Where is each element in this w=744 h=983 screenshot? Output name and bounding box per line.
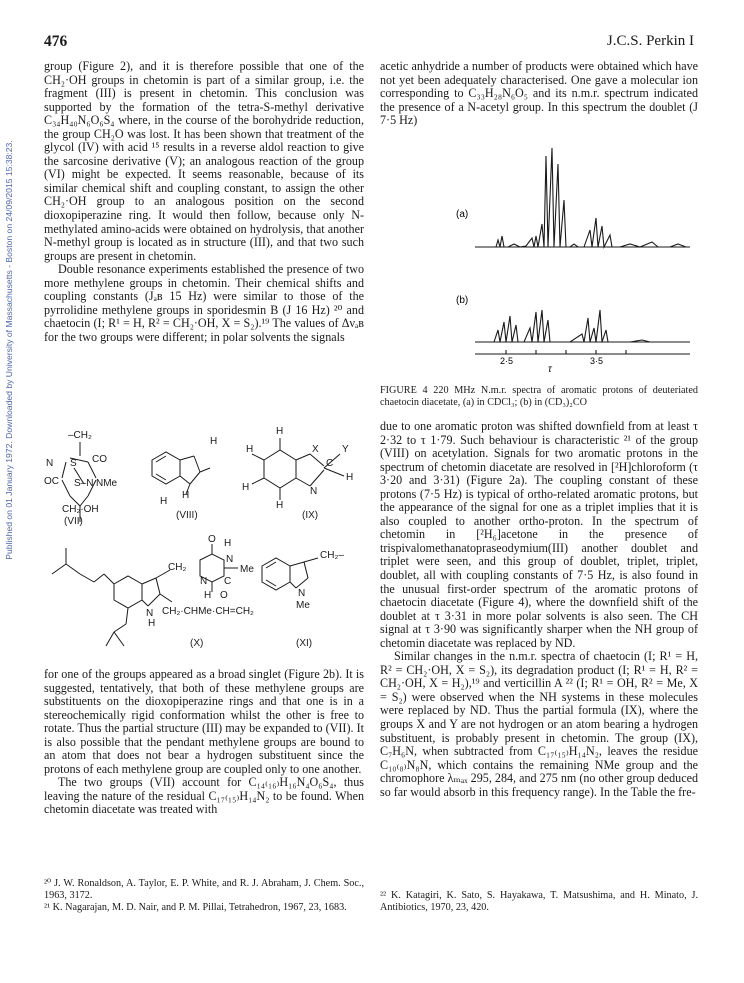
- paragraph: due to one aromatic proton was shifted downfield from at least τ 2·32 to τ 1·79. Such behaviour is characteristic ²¹ of the group (VIII) on acetylation. Signals for two aromatic protons in the spectrum of chetomin diacetate are resolved in [²H]chloroform (τ 3·20 and 3·31) (Figure 2a). The coupling constant of these protons (7·5 Hz) is typical of ortho-related aromatic protons, but the appearance of the signal for one as a triplet implies that it is also coupled to another ortho-proton. In the spectrum of chetomin in [²H₆]acetone in the presence of trispivalomethanatopraseodymium(III) another doublet and triplet were seen, and this group of doublet, triplet, triplet, doublet, all with coupling constants of 7·5 Hz, is also found in the unusual first-order spectrum of the aromatic protons of chaetocin diacetate (Figure 4), where the downfield shift of the doublet at τ 3·31 in more polar solvents is also seen. The CH signal at τ 3·90 was significantly sharper when the NH group of chetomin diacetate was replaced by ND.: [380, 419, 698, 650]
- right-column-bottom: [380, 420, 698, 799]
- figure-4-caption: FIGURE 4 220 MHz N.m.r. spectra of aromatic protons of deuteriated chaetocin diacetate, (a) in CDCl₃; (b) in (CD₃)₂CO: [380, 385, 698, 408]
- vii-nme: NMe: [96, 478, 118, 489]
- footnotes-right: [380, 890, 698, 914]
- viii-h: H: [182, 490, 190, 501]
- footnotes-left: [44, 878, 364, 914]
- footnote: ²² K. Katagiri, K. Sato, S. Hayakawa, T. Matsushima, and H. Minato, J. Antibiotics, 1970, 23, 420.: [380, 890, 698, 913]
- paragraph: Similar changes in the n.m.r. spectra of chaetocin (I; R¹ = H, R² = CH₂·OH, X = S₂), its degradation product (I; R¹ = H, R² = CH₂·OH, X = H₂),¹⁹ and verticillin A ²² (I; R¹ = OH, R² = Me, X = S₂) were observed when the NH systems in these molecules were replaced by ND. Thus the partial formula (IX), where the groups X and Y are not hydrogen or an atom bearing a hydrogen substituent, is probably present in chetomin. The group (IX), C₇H₆N, when subtracted from C₁₇₍₁₅₎H₁₄N₂, leaves the residue C₁₀₍₈₎N₈N, which contains the remaining NMe group and the chromophore λₘₐₓ 295, 284, and 275 nm (no other group deduced so far would absorb in this frequency range). In the Table the fre-: [380, 649, 698, 799]
- journal-title: J.C.S. Perkin I: [606, 33, 694, 49]
- xi-n: N: [298, 588, 306, 599]
- xi-ch2: CH₂–: [320, 550, 344, 561]
- vii-co: CO: [92, 454, 107, 465]
- vii-label: (VII): [64, 516, 83, 527]
- paragraph: group (Figure 2), and it is therefore possible that one of the CH₂·OH groups in chetomin is part of a similar group, i.e. the fragment (III) is present in chetomin. This conclusion was supported by the formation of the tetra-S-methyl derivative C₃₄H₄₀N₆O₆S₄ where, in the course of the borohydride reduction, the group CH₂O was lost. It has been shown that treatment of the glycol (IV) with acid ¹⁵ results in a reverse aldol reaction to give the sarcosine derivative (V); an analogous reaction of the group (VI) might be expected. It seems reasonable, because of its similar chemical shift and coupling constant, to assign the other CH₂·OH group to an analogous position on the second dioxopiperazine ring. It would then follow, because only N-methylated amino-acids were obtained on hydrolysis, that another N-methyl group is located as in structure (III), and that two such groups are present in chetomin.: [44, 59, 364, 263]
- viii-h: H: [210, 436, 218, 447]
- x-h: H: [224, 538, 232, 549]
- x-h: H: [148, 618, 156, 629]
- spectrum-b-label: (b): [456, 295, 469, 306]
- x-o: O: [220, 590, 228, 601]
- ix-label: (IX): [302, 510, 319, 521]
- vii-s: S: [70, 458, 77, 469]
- paragraph: The two groups (VII) account for C₁₄₍₁₆₎H₁₆N₄O₆S₄, thus leaving the nature of the residual C₁₇₍₁₅₎H₁₄N₂ to be found. When chetomin diacetate was treated with: [44, 775, 364, 817]
- x-sidechain: CH₂·CHMe·CH=CH₂: [162, 606, 254, 617]
- figure-4-nmr-spectra: [456, 140, 700, 375]
- ix-h: H: [242, 482, 250, 493]
- xi-label: (XI): [296, 638, 313, 649]
- chemical-structures: [40, 418, 370, 648]
- ix-h: H: [346, 472, 354, 483]
- footnote: ²⁰ J. W. Ronaldson, A. Taylor, E. P. White, and R. J. Abraham, J. Chem. Soc., 1963, 3172.: [44, 878, 364, 901]
- x-ch2: CH₂: [168, 562, 187, 573]
- paragraph: acetic anhydride a number of products were obtained which have not yet been adequately characterised. One gave a molecular ion corresponding to C₃₃H₂₈N₆O₅ and its n.m.r. spectrum indicated the presence of a N-acetyl group. In this spectrum the doublet (J 7·5 Hz): [380, 59, 698, 128]
- ix-y: Y: [342, 444, 349, 455]
- page-number: 476: [44, 33, 68, 50]
- x-n: N: [226, 554, 234, 565]
- ix-h: H: [276, 500, 284, 511]
- tau-axis-symbol: τ: [548, 364, 552, 375]
- vii-s-n: S–N: [74, 478, 94, 489]
- ix-x: X: [312, 444, 319, 455]
- ix-n: N: [310, 486, 318, 497]
- tau-tick-label: 3·5: [590, 356, 604, 366]
- ix-h: H: [276, 426, 284, 437]
- tau-tick-label: 2·5: [500, 356, 514, 366]
- x-c: C: [224, 576, 232, 587]
- spectrum-a-trace: [480, 148, 686, 247]
- footnote: ²¹ K. Nagarajan, M. D. Nair, and P. M. Pillai, Tetrahedron, 1967, 23, 1683.: [44, 902, 347, 913]
- x-me: Me: [240, 564, 254, 575]
- paragraph: for one of the groups appeared as a broad singlet (Figure 2b). It is suggested, tentatively, that both of these methylene groups are substituents on the dioxopiperazine rings and that one is in a stereochemically rigid conformation whilst the other is free to rotate. Thus the partial structure (III) may be expanded to (VII). It is also possible that the pendant methylene groups are bound to an atom that does not bear a hydrogen substituent since the protons of each methylene group are coupled only to one another.: [44, 667, 364, 776]
- vii-ch2: –CH₂: [68, 430, 92, 441]
- left-column-bottom: [44, 668, 364, 817]
- download-watermark-text: Published on 01 January 1972. Downloaded by University of Massachusetts - Boston on 24/09/2015 15:38:23.: [4, 140, 14, 560]
- viii-h: H: [160, 496, 168, 507]
- paragraph: Double resonance experiments established the presence of two more methylene groups in chetomin. Their chemical shifts and coupling constants (Jₐʙ 15 Hz) were similar to those of the pyrrolidine methylene groups in sporidesmin B (J 16 Hz) ²⁰ and chaetocin (I; R¹ = H, R² = CH₂·OH, X = S₂).¹⁹ The values of Δνₐʙ for the two groups were different; in polar solvents the signals: [44, 262, 364, 344]
- x-o: O: [208, 534, 216, 545]
- vii-oc: OC: [44, 476, 59, 487]
- x-h: H: [204, 590, 212, 601]
- ix-h: H: [246, 444, 254, 455]
- x-n: N: [200, 576, 208, 587]
- download-watermark: [0, 70, 20, 630]
- ix-c: C: [326, 458, 334, 469]
- spectrum-b-trace: [480, 310, 690, 342]
- left-column-top: [44, 60, 364, 344]
- vii-n: N: [46, 458, 54, 469]
- xi-me: Me: [296, 600, 310, 611]
- x-label: (X): [190, 638, 204, 649]
- vii-ch2oh: CH₂·OH: [62, 504, 99, 515]
- x-n: N: [146, 608, 154, 619]
- viii-label: (VIII): [176, 510, 198, 521]
- spectrum-a-label: (a): [456, 209, 469, 220]
- right-column-top: [380, 60, 698, 128]
